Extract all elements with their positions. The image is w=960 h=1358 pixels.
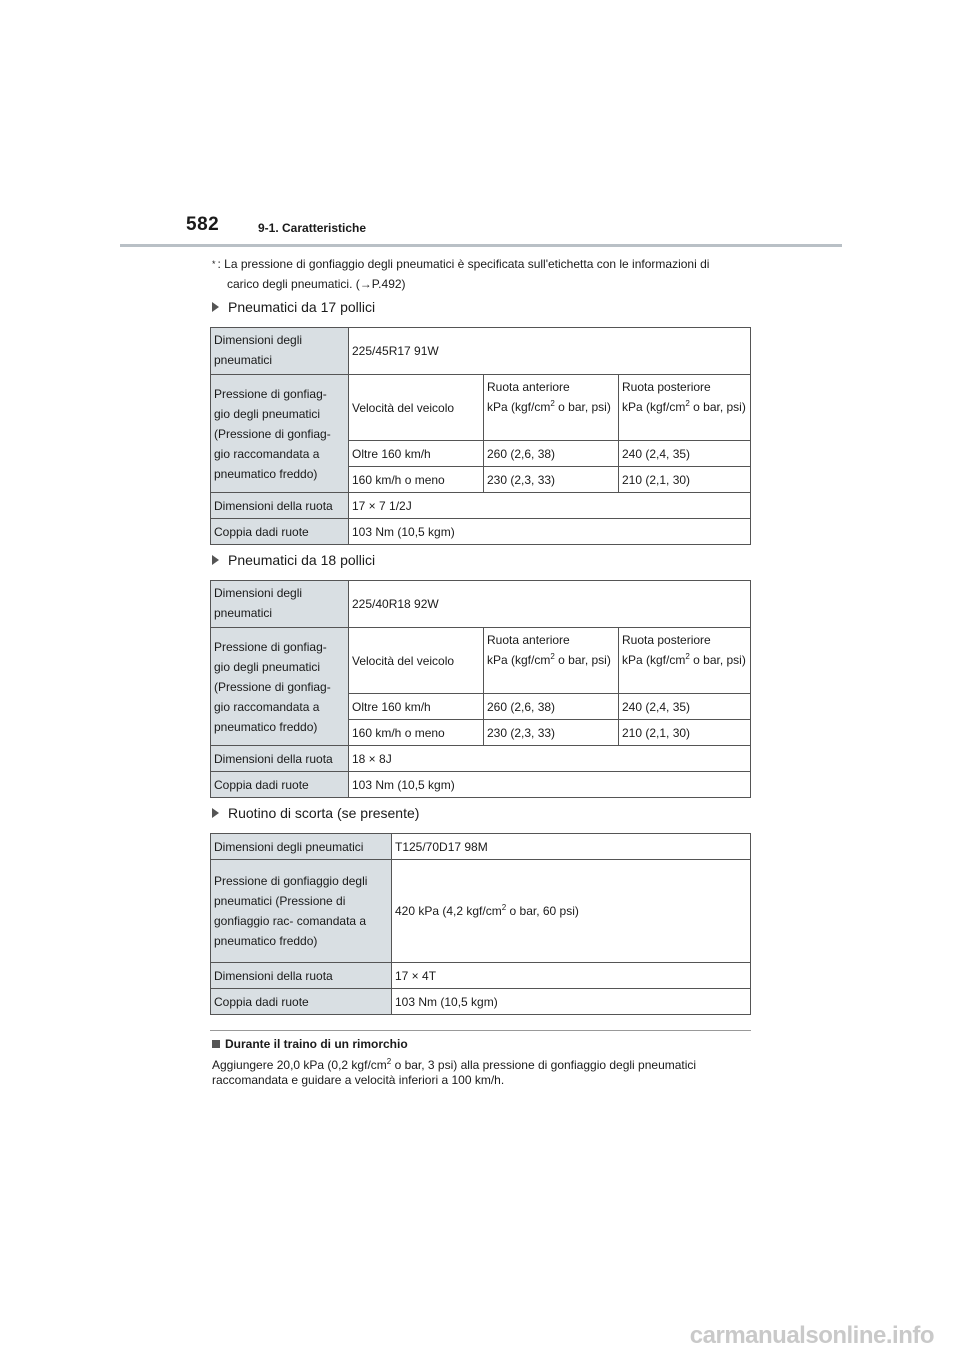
square-bullet-icon <box>212 1040 220 1048</box>
tire-size-value: 225/45R17 91W <box>349 328 751 375</box>
section-17-heading <box>212 299 375 315</box>
speed-header: Velocità del veicolo <box>349 628 484 694</box>
trailer-text-start: Aggiungere 20,0 kPa (0,2 kgf/cm <box>212 1058 387 1072</box>
rear-header-unit: kPa (kgf/cm <box>622 653 686 667</box>
section-17-title: Pneumatici da 17 pollici <box>228 299 376 315</box>
speed-cell: Oltre 160 km/h <box>349 441 484 467</box>
tire-size-value: 225/40R18 92W <box>349 581 751 628</box>
rear-header-unit-end: o bar, psi) <box>689 400 746 414</box>
header-divider <box>120 244 842 247</box>
superscript: 2 <box>550 652 555 661</box>
front-pressure-cell: 260 (2,6, 38) <box>484 441 619 467</box>
trailer-title: Durante il traino di un rimorchio <box>225 1037 408 1051</box>
spare-heading <box>212 805 419 821</box>
rear-pressure-cell: 240 (2,4, 35) <box>619 694 751 720</box>
pressure-value-text-end: o bar, 60 psi) <box>506 904 579 918</box>
tire-size-label: Dimensioni degli pneumatici <box>211 581 349 628</box>
front-pressure-cell: 260 (2,6, 38) <box>484 694 619 720</box>
page-number: 582 <box>186 214 220 235</box>
torque-value: 103 Nm (10,5 kgm) <box>392 989 751 1015</box>
trailer-text-end: o bar, 3 psi) alla pressione di gonfiaggio degli pneumatici raccomandata e guidare a velocità inferiori a 100 km/h. <box>212 1058 697 1087</box>
superscript: 2 <box>685 399 690 408</box>
rear-pressure-cell: 210 (2,1, 30) <box>619 720 751 746</box>
bullet-triangle-icon <box>212 555 219 565</box>
pressure-label: Pressione di gonfiag- gio degli pneumatici (Pressione di gonfiag- gio raccomandata a pneumatico freddo) <box>211 375 349 493</box>
tire-size-label: Dimensioni degli pneumatici <box>211 328 349 375</box>
section-18-heading <box>212 552 375 568</box>
tire-table-17 <box>210 327 751 545</box>
torque-value: 103 Nm (10,5 kgm) <box>349 772 751 798</box>
front-pressure-cell: 230 (2,3, 33) <box>484 720 619 746</box>
wheel-size-value: 17 × 4T <box>392 963 751 989</box>
speed-cell: 160 km/h o meno <box>349 467 484 493</box>
wheel-size-value: 17 × 7 1/2J <box>349 493 751 519</box>
front-wheel-header <box>484 375 619 441</box>
wheel-size-label: Dimensioni della ruota <box>211 746 349 772</box>
front-wheel-header <box>484 628 619 694</box>
rear-wheel-header <box>619 628 751 694</box>
torque-value: 103 Nm (10,5 kgm) <box>349 519 751 545</box>
speed-cell: Oltre 160 km/h <box>349 694 484 720</box>
superscript: 2 <box>685 652 690 661</box>
rear-wheel-header <box>619 375 751 441</box>
pressure-label: Pressione di gonfiaggio degli pneumatici (Pressione di gonfiaggio rac- comandata a pneumatico freddo) <box>211 860 392 963</box>
superscript: 2 <box>501 903 507 912</box>
speed-header: Velocità del veicolo <box>349 375 484 441</box>
front-header-unit-end: o bar, psi) <box>554 400 611 414</box>
superscript: 2 <box>386 1057 392 1066</box>
section-divider <box>210 1030 751 1031</box>
pressure-value-text: 420 kPa (4,2 kgf/cm <box>395 904 502 918</box>
trailer-heading <box>212 1037 408 1051</box>
front-header-unit: kPa (kgf/cm <box>487 400 551 414</box>
front-header-title: Ruota anteriore <box>487 633 570 647</box>
rear-pressure-cell: 210 (2,1, 30) <box>619 467 751 493</box>
tire-table-18 <box>210 580 751 798</box>
pressure-label: Pressione di gonfiag- gio degli pneumatici (Pressione di gonfiag- gio raccomandata a pneumatico freddo) <box>211 628 349 746</box>
section-title: 9-1. Caratteristiche <box>258 221 367 235</box>
spare-tire-table <box>210 833 751 1015</box>
watermark: carmanualsonline.info <box>689 1322 934 1349</box>
footnote-marker: * <box>212 259 216 269</box>
front-header-title: Ruota anteriore <box>487 380 570 394</box>
rear-header-title: Ruota posteriore <box>622 380 711 394</box>
rear-header-title: Ruota posteriore <box>622 633 711 647</box>
wheel-size-label: Dimensioni della ruota <box>211 493 349 519</box>
rear-header-unit: kPa (kgf/cm <box>622 400 686 414</box>
footnote <box>212 254 772 294</box>
trailer-paragraph <box>212 1058 772 1088</box>
speed-cell: 160 km/h o meno <box>349 720 484 746</box>
front-pressure-cell: 230 (2,3, 33) <box>484 467 619 493</box>
rear-header-unit-end: o bar, psi) <box>689 653 746 667</box>
spare-title: Ruotino di scorta (se presente) <box>228 805 420 821</box>
rear-pressure-cell: 240 (2,4, 35) <box>619 441 751 467</box>
front-header-unit-end: o bar, psi) <box>554 653 611 667</box>
superscript: 2 <box>550 399 555 408</box>
footnote-line2: carico degli pneumatici. (→P.492) <box>227 277 406 291</box>
footnote-line1: : La pressione di gonfiaggio degli pneumatici è specificata sull'etichetta con le informazioni di <box>217 257 710 271</box>
pressure-value <box>392 860 751 963</box>
bullet-triangle-icon <box>212 808 219 818</box>
wheel-size-value: 18 × 8J <box>349 746 751 772</box>
tire-size-label: Dimensioni degli pneumatici <box>211 834 392 860</box>
wheel-size-label: Dimensioni della ruota <box>211 963 392 989</box>
tire-size-value: T125/70D17 98M <box>392 834 751 860</box>
bullet-triangle-icon <box>212 302 219 312</box>
front-header-unit: kPa (kgf/cm <box>487 653 551 667</box>
torque-label: Coppia dadi ruote <box>211 519 349 545</box>
section-18-title: Pneumatici da 18 pollici <box>228 552 376 568</box>
torque-label: Coppia dadi ruote <box>211 989 392 1015</box>
torque-label: Coppia dadi ruote <box>211 772 349 798</box>
